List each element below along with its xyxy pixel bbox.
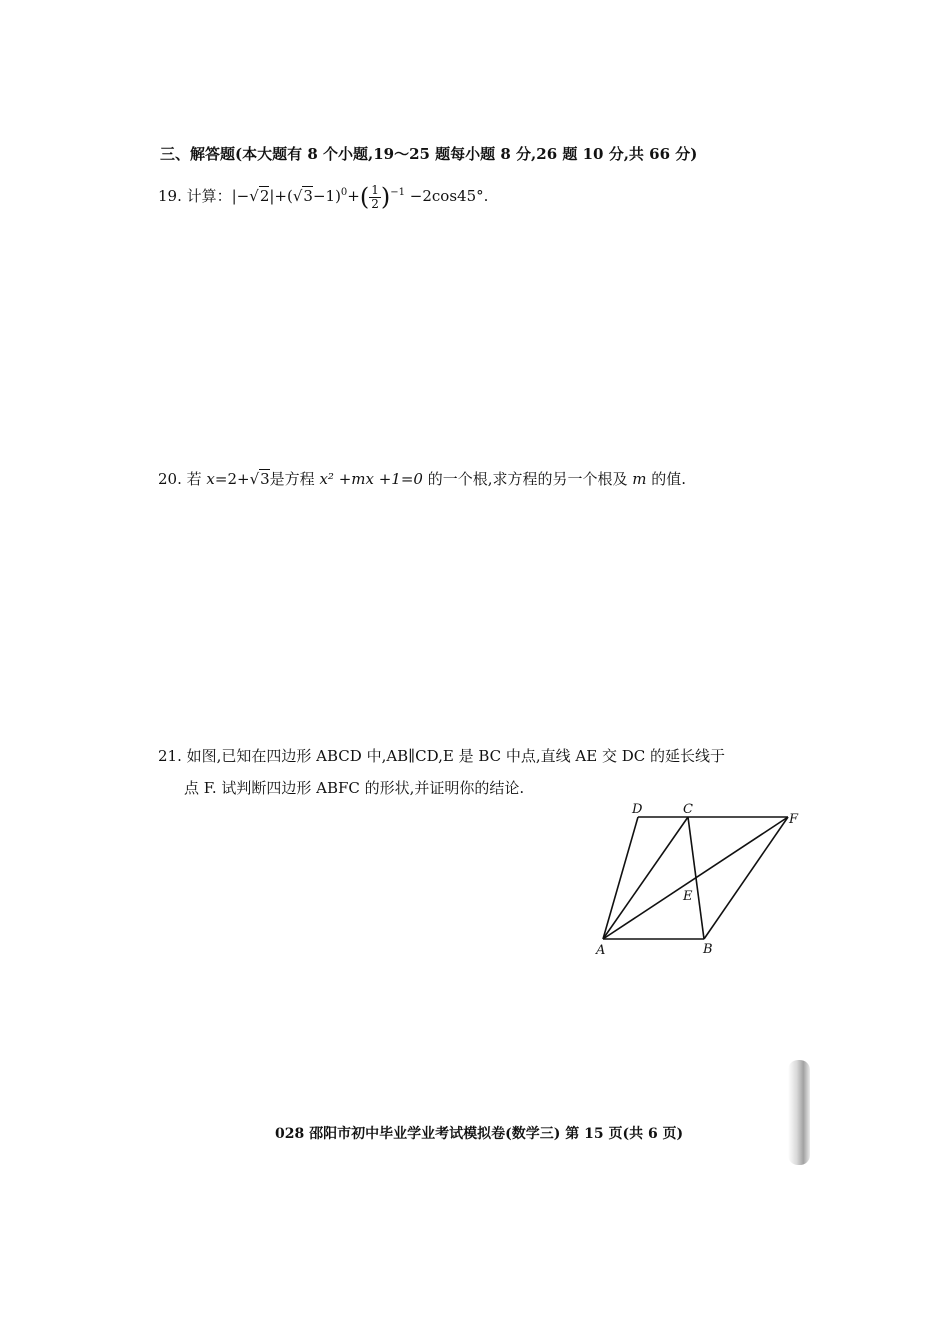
q19-exp0: 0 — [340, 187, 348, 198]
q19-frac-num: 1 — [371, 182, 379, 197]
label-C: C — [683, 802, 693, 817]
label-F: F — [789, 812, 799, 827]
question-19: 19. 计算：$|-√2|+(√3-1)^0+$( $\frac{1}{2}$ )$^{-1}$ −2cos45°. — [158, 182, 489, 211]
q19-exp-neg1: −1 — [390, 187, 406, 198]
q19-frac-den: 2 — [371, 196, 379, 211]
question-20: 20. 若 x=2+√3是方程 x² +mx +1=0 的一个根,求方程的另一个根及 m 的值. — [158, 470, 687, 488]
section-title: 三、解答题(本大题有 8 个小题,19～25 题每小题 8 分,26 题 10 分,共 66 分) — [160, 145, 698, 163]
q19-sqrt2: 2 — [259, 187, 270, 205]
q20-end: 的值. — [646, 470, 687, 488]
q19-sqrt3: 3 — [303, 187, 313, 205]
q19-abs-open: |− — [231, 187, 250, 205]
quadrilateral-figure — [590, 800, 800, 960]
q19-tail: −2cos45°. — [409, 187, 489, 205]
q20-equation: x² +mx +1=0 — [319, 470, 423, 488]
q20-eq: =2+ — [214, 470, 250, 488]
q19-fraction — [369, 184, 381, 211]
q20-mid: 是方程 — [269, 470, 320, 488]
q19-minus1: −1) — [312, 187, 341, 205]
q20-label: 20. 若 — [158, 470, 207, 488]
segment-AD — [603, 817, 638, 939]
q19-plus: + — [347, 187, 360, 205]
q19-label: 19. 计算： — [158, 187, 232, 205]
q19-abs-close: |+( — [269, 187, 293, 205]
segment-BF — [704, 817, 788, 939]
segment-AC — [603, 817, 688, 939]
segment-AF — [603, 817, 788, 939]
question-21-line1: 21. 如图,已知在四边形 ABCD 中,AB∥CD,E 是 BC 中点,直线 AE 交 DC 的延长线于 — [158, 747, 726, 765]
question-21-line2: 点 F. 试判断四边形 ABFC 的形状,并证明你的结论. — [184, 779, 525, 797]
label-A: A — [596, 943, 606, 958]
label-B: B — [703, 942, 713, 957]
q20-sqrt3: 3 — [260, 470, 270, 488]
page-footer: 028 邵阳市初中毕业学业考试模拟卷(数学三) 第 15 页(共 6 页) — [275, 1126, 684, 1142]
label-D: D — [632, 802, 643, 817]
label-E: E — [683, 889, 693, 904]
q20-rest: 的一个根,求方程的另一个根及 — [422, 470, 633, 488]
paper-crease-shadow — [788, 1060, 810, 1165]
q20-var-x: x — [206, 470, 215, 488]
q20-var-m: m — [632, 470, 647, 488]
